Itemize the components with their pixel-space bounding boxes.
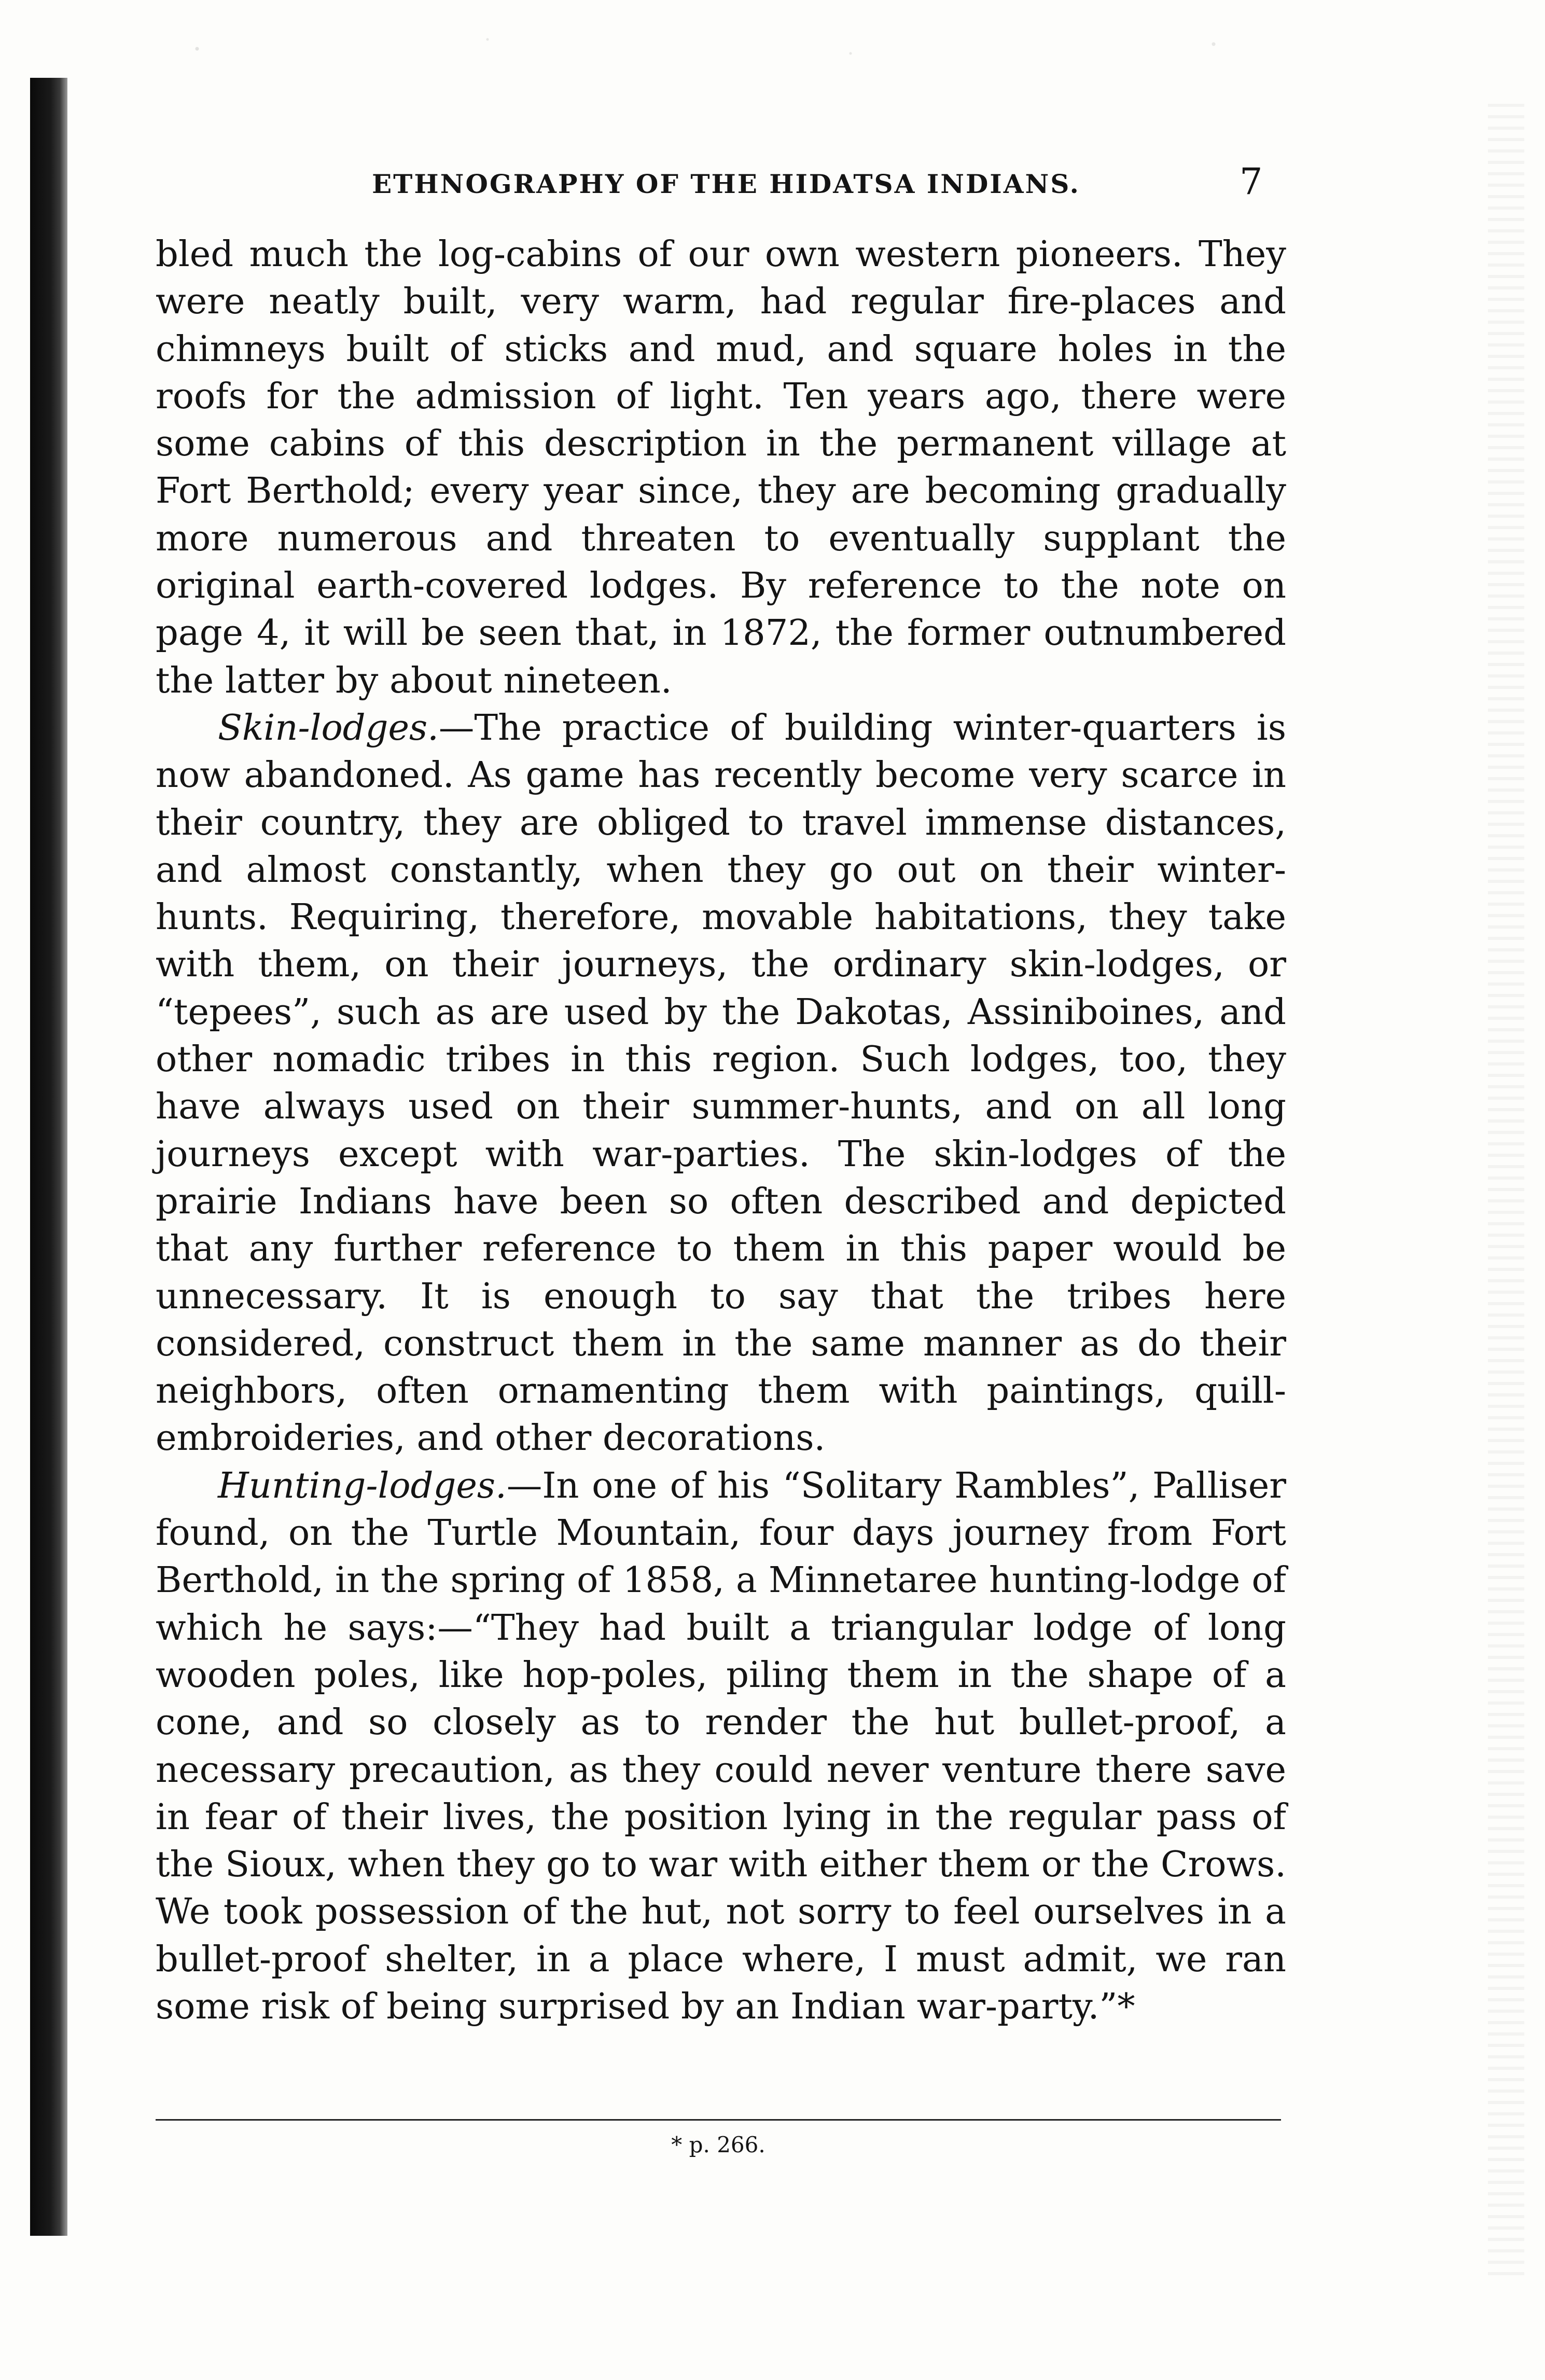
skin-lodges-heading: Skin-lodges. xyxy=(218,707,439,749)
binding-edge xyxy=(30,78,67,2236)
scan-specks xyxy=(52,21,1504,67)
skin-lodges-text: —The practice of building winter-quarters is now abandoned. As game has recently become very scarce in their country, they are obliged to travel immense distances, and almost constantly, when they go out on their winter-hunts. Requiring, therefore, movable habitations, they take with them, on their journeys, the ordinary skin-lodges, or “tepees”, such as are used by the Dakotas, Assiniboines, and other nomadic tribes in this region. Such lodges, too, they have always used on their summer-hunts, and on all long journeys except with war-parties. The skin-lodges of the prairie Indians have been so often described and depicted that any further reference to them in this paper would be unnecessary. It is enough to say that the tribes here considered, construct them in the same manner as do their neighbors, often ornamenting them with paintings, quill-embroideries, and other decorations. xyxy=(156,707,1286,1459)
page-number: 7 xyxy=(1240,160,1263,203)
paragraph-skin-lodges xyxy=(156,704,1286,1462)
running-title: ETHNOGRAPHY OF THE HIDATSA INDIANS. xyxy=(372,169,1080,199)
page-edge-shadow xyxy=(1488,104,1524,2282)
hunting-lodges-heading: Hunting-lodges. xyxy=(218,1464,507,1506)
footnote-divider xyxy=(156,2119,1281,2121)
main-text xyxy=(156,231,1286,2030)
paragraph-hunting-lodges xyxy=(156,1462,1286,2031)
paragraph-log-cabins: bled much the log-cabins of our own western pioneers. They were neatly built, very warm, had regular fire-places and chimneys built of sticks and mud, and square holes in the roofs for the admission of light. Ten years ago, there were some cabins of this description in the permanent village at Fort Berthold; every year since, they are becoming gradually more numerous and threaten to eventually supplant the original earth-covered lodges. By reference to the note on page 4, it will be seen that, in 1872, the former outnumbered the latter by about nineteen. xyxy=(156,233,1286,701)
footnote: * p. 266. xyxy=(671,2132,765,2157)
hunting-lodges-text: —In one of his “Solitary Rambles”, Palliser found, on the Turtle Mountain, four days journey from Fort Berthold, in the spring of 1858, a Minnetaree hunting-lodge of which he says:—“They had built a triangular lodge of long wooden poles, like hop-poles, piling them in the shape of a cone, and so closely as to render the hut bullet-proof, a necessary precaution, as they could never venture there save in fear of their lives, the position lying in the regular pass of the Sioux, when they go to war with either them or the Crows. We took possession of the hut, not sorry to feel ourselves in a bullet-proof shelter, in a place where, I must admit, we ran some risk of being surprised by an Indian war-party.”* xyxy=(156,1464,1286,2027)
